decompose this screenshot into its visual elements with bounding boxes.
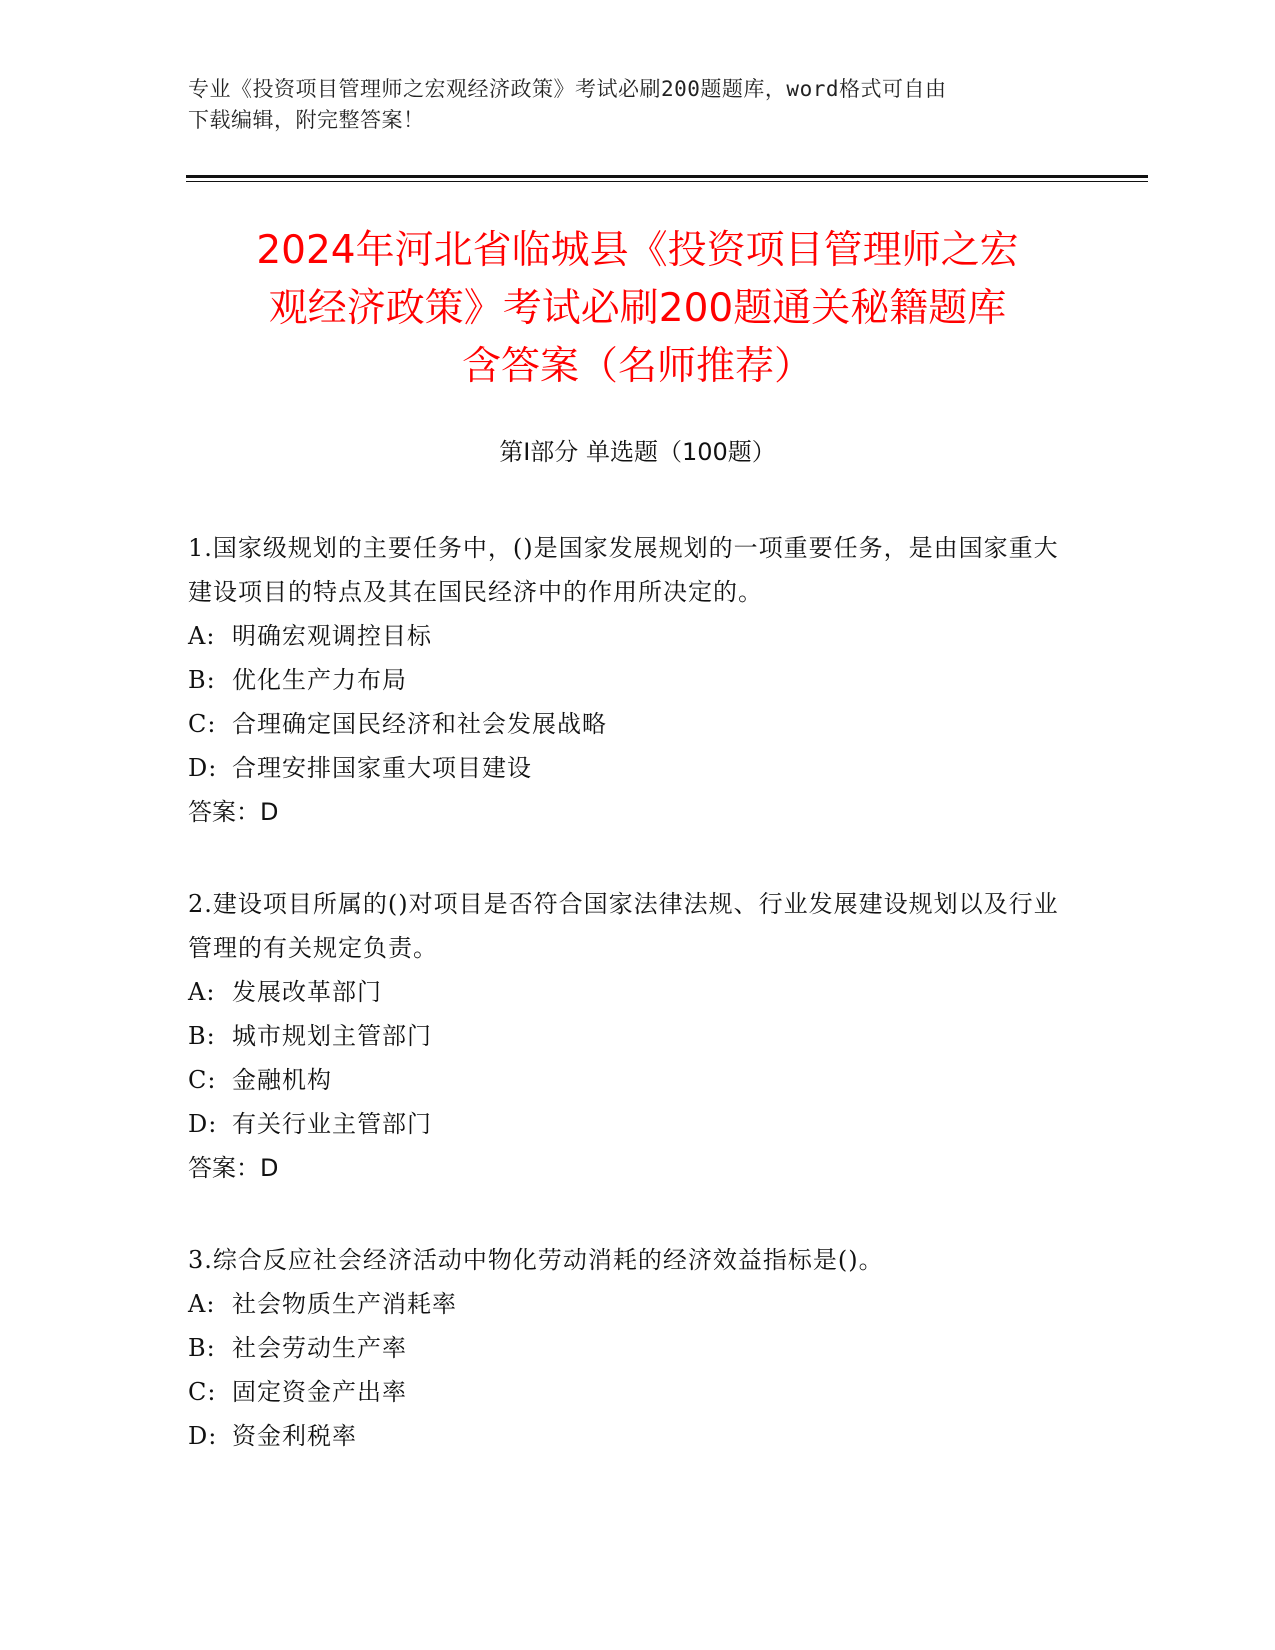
option-b bbox=[188, 1326, 1068, 1370]
option-text: 合理安排国家重大项目建设 bbox=[232, 754, 532, 782]
option-d bbox=[188, 1102, 1068, 1146]
answer-line: 答案：D bbox=[188, 1154, 279, 1182]
answer-line: 答案：D bbox=[188, 798, 279, 826]
document-title bbox=[170, 222, 1105, 396]
option-text: 资金利税率 bbox=[232, 1422, 357, 1450]
option-text: 社会物质生产消耗率 bbox=[232, 1290, 457, 1318]
option-letter: B: bbox=[188, 1022, 216, 1050]
option-letter: B: bbox=[188, 666, 216, 694]
title-line: 含答案（名师推荐） bbox=[461, 344, 813, 389]
option-d bbox=[188, 746, 1068, 790]
option-a bbox=[188, 614, 1068, 658]
option-letter: D: bbox=[188, 754, 218, 782]
option-text: 固定资金产出率 bbox=[232, 1378, 407, 1406]
question-stem: 1.国家级规划的主要任务中，()是国家发展规划的一项重要任务，是由国家重大建设项目的特点及其在国民经济中的作用所决定的。 bbox=[188, 534, 1059, 606]
option-text: 社会劳动生产率 bbox=[232, 1334, 407, 1362]
option-b bbox=[188, 658, 1068, 702]
option-letter: D: bbox=[188, 1422, 218, 1450]
title-line: 2024年河北省临城县《投资项目管理师之宏 bbox=[256, 228, 1019, 273]
option-c bbox=[188, 1058, 1068, 1102]
option-text: 合理确定国民经济和社会发展战略 bbox=[232, 710, 607, 738]
option-letter: C: bbox=[188, 710, 217, 738]
header-note-line: 专业《投资项目管理师之宏观经济政策》考试必刷200题题库，word格式可自由 bbox=[188, 77, 947, 101]
option-c bbox=[188, 1370, 1068, 1414]
option-letter: C: bbox=[188, 1066, 217, 1094]
header-divider-thin bbox=[186, 181, 1148, 182]
title-line: 观经济政策》考试必刷200题通关秘籍题库 bbox=[268, 286, 1007, 331]
question-stem: 3.综合反应社会经济活动中物化劳动消耗的经济效益指标是()。 bbox=[188, 1246, 884, 1274]
option-text: 优化生产力布局 bbox=[232, 666, 407, 694]
option-a bbox=[188, 1282, 1068, 1326]
option-letter: C: bbox=[188, 1378, 217, 1406]
option-d bbox=[188, 1414, 1068, 1458]
header-note-line: 下载编辑，附完整答案！ bbox=[188, 108, 425, 132]
option-letter: A: bbox=[188, 622, 216, 650]
option-letter: D: bbox=[188, 1110, 218, 1138]
option-text: 城市规划主管部门 bbox=[232, 1022, 432, 1050]
option-b bbox=[188, 1014, 1068, 1058]
option-text: 明确宏观调控目标 bbox=[232, 622, 432, 650]
question-item bbox=[188, 1238, 1068, 1458]
question-item bbox=[188, 526, 1068, 834]
option-letter: A: bbox=[188, 978, 216, 1006]
question-list bbox=[188, 526, 1068, 1506]
question-item bbox=[188, 882, 1068, 1190]
question-stem: 2.建设项目所属的()对项目是否符合国家法律法规、行业发展建设规划以及行业管理的有关规定负责。 bbox=[188, 890, 1059, 962]
option-text: 发展改革部门 bbox=[232, 978, 382, 1006]
option-letter: A: bbox=[188, 1290, 216, 1318]
option-a bbox=[188, 970, 1068, 1014]
header-divider-thick bbox=[186, 175, 1148, 178]
option-text: 金融机构 bbox=[232, 1066, 332, 1094]
header-note bbox=[188, 74, 1088, 136]
option-c bbox=[188, 702, 1068, 746]
option-letter: B: bbox=[188, 1334, 216, 1362]
section-heading: 第Ⅰ部分 单选题（100题） bbox=[499, 438, 776, 466]
option-text: 有关行业主管部门 bbox=[232, 1110, 432, 1138]
